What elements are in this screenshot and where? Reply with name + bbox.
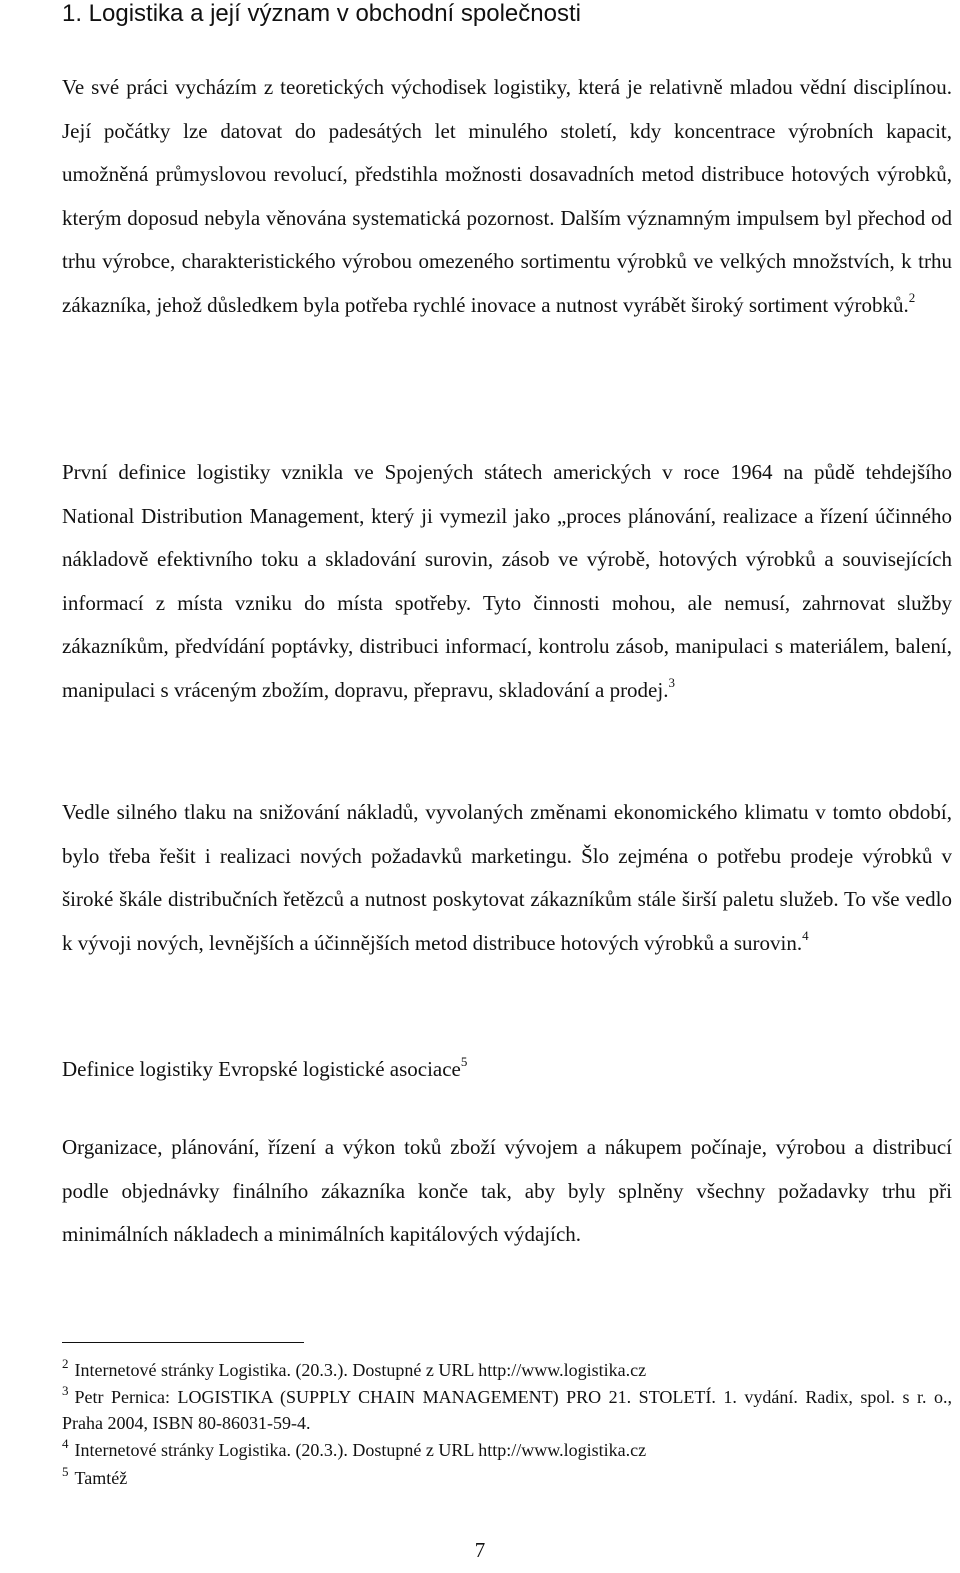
footnote-ref-2: 2 <box>908 289 916 305</box>
footnote-text: Internetové stránky Logistika. (20.3.). Dostupné z URL http://www.logistika.cz <box>74 1360 647 1380</box>
paragraph-first-definition-text: První definice logistiky vznikla ve Spojených státech amerických v roce 1964 na půdě tehdejšího National Distribution Management, který ji vymezil jako „proces plánování, realizace a řízení účinného nákladově efektivního toku a skladování surovin, zásob ve výrobě, hotových výrobků a souvisejících informací z místa vzniku do místa spotřeby. Tyto činnosti mohou, ale nemusí, zahrnovat služby zákazníkům, předvídání poptávky, distribuci informací, kontrolu zásob, manipulaci s materiálem, balení, manipulaci s vráceným zbožím, dopravu, přepravu, skladování a prodej. <box>62 460 952 702</box>
footnote-5 <box>62 1464 952 1492</box>
paragraph-intro-text: Ve své práci vycházím z teoretických východisek logistiky, která je relativně mladou vědní disciplínou. Její počátky lze datovat do padesátých let minulého století, kdy koncentrace výrobních kapacit, umožněná průmyslovou revolucí, předstihla možnosti dosavadních metod distribuce hotových výrobků, kterým doposud nebyla věnována systematická pozornost. Dalším významným impulsem byl přechod od trhu výrobce, charakteristického výrobou omezeného sortimentu výrobků ve velkých množstvích, k trhu zákazníka, jehož důsledkem byla potřeba rychlé inovace a nutnost vyrábět široký sortiment výrobků. <box>62 75 952 317</box>
footnote-ref-3: 3 <box>668 674 675 690</box>
footnote-4 <box>62 1436 952 1464</box>
paragraph-definition: Organizace, plánování, řízení a výkon toků zboží vývojem a nákupem počínaje, výrobou a distribucí podle objednávky finálního zákazníka konče tak, aby byly splněny všechny požadavky trhu při minimálních nákladech a minimálních kapitálových výdajích. <box>62 1135 952 1246</box>
paragraph-marketing <box>62 791 952 965</box>
page-number: 7 <box>474 1538 486 1562</box>
footnote-text: Tamtéž <box>74 1468 128 1488</box>
footnote-ref-5: 5 <box>460 1054 468 1069</box>
footnote-text: Petr Pernica: LOGISTIKA (SUPPLY CHAIN MANAGEMENT) PRO 21. STOLETÍ. 1. vydání. Radix, spol. s r. o., Praha 2004, ISBN 80-86031-59-4. <box>62 1387 952 1433</box>
footnote-number: 3 <box>62 1383 69 1398</box>
footnote-text: Internetové stránky Logistika. (20.3.). Dostupné z URL http://www.logistika.cz <box>74 1440 647 1460</box>
footnotes <box>62 1356 952 1492</box>
footnote-ref-4: 4 <box>802 927 809 943</box>
footnote-number: 5 <box>62 1464 69 1479</box>
definition-title-text: Definice logistiky Evropské logistické asociace <box>62 1057 461 1081</box>
footnote-number: 4 <box>62 1436 69 1451</box>
definition-title <box>62 1048 952 1092</box>
paragraph-first-definition <box>62 451 952 713</box>
chapter-heading: 1. Logistika a její význam v obchodní společnosti <box>62 0 581 27</box>
footnote-divider <box>62 1342 304 1343</box>
footnote-2 <box>62 1356 952 1384</box>
paragraph-marketing-text: Vedle silného tlaku na snižování nákladů, vyvolaných změnami ekonomického klimatu v tomto období, bylo třeba řešit i realizaci nových požadavků marketingu. Šlo zejména o potřebu prodeje výrobků v široké škále distribučních řetězců a nutnost poskytovat zákazníkům stále širší paletu služeb. To vše vedlo k vývoji nových, levnějších a účinnějších metod distribuce hotových výrobků a surovin. <box>62 800 952 955</box>
paragraph-intro <box>62 66 952 327</box>
footnote-number: 2 <box>62 1356 69 1371</box>
footnote-3 <box>62 1384 952 1436</box>
